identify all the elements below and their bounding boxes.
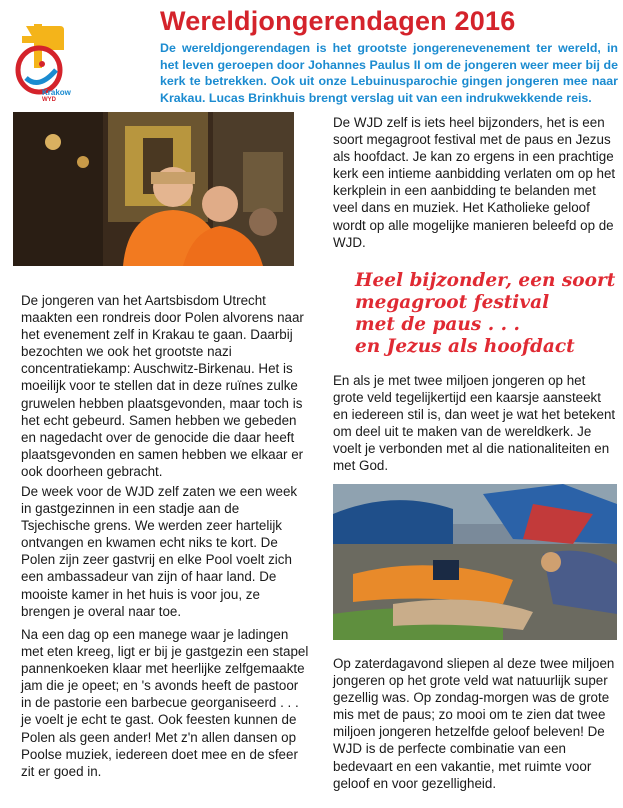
logo-brand: WYD xyxy=(42,97,56,102)
page-title: Wereldjongerendagen 2016 xyxy=(160,6,516,36)
right-paragraph-1: De WJD zelf is iets heel bijzonders, het is een soort megagroot festival met de paus en Jezus als hoofdact. Je kan zo ergens in een prachtige kerk een intieme aanbidding verlaten om op het kerkplein in een aanbidding te belanden met veel dans en muziek. Het Katholieke geloof wordt op alle mogelijke manieren beleefd op de WJD. xyxy=(333,115,616,250)
wyd-logo xyxy=(12,20,72,102)
right-paragraph-3: Op zaterdagavond sliepen al deze twee miljoen jongeren op het grote veld wat natuurlijk super gezellig was. Op zondag-morgen was de grote mis met de paus; zo mooi om te zien dat twee miljoen jongeren hetzelfde geloof beleven! De WJD is de perfecte combinatie van een bedevaart en een vakantie, met ruimte voor geloof en voor gezelligheid. xyxy=(333,656,615,791)
logo-city: Krakow xyxy=(42,88,71,97)
right-paragraph-2: En als je met twee miljoen jongeren op het grote veld tegelijkertijd een kaarsje aansteekt en iedereen stil is, dan weet je wat het betekent om deel uit te maken van de wereldkerk. Je voelt je verbonden met al die nationaliteiten en met God. xyxy=(333,373,616,474)
pull-quote-line: met de paus . . . xyxy=(355,314,520,335)
intro-paragraph: De wereldjongerendagen is het grootste jongerenevenement ter wereld, in het leven geroepen door Johannes Paulus II om de jongeren weer meer bij de kerk te betrekken. Ook uit onze Lebuinusparochie gingen jongeren mee naar Krakau. Lucas Brinkhuis brengt verslag uit van een indrukwekkende reis. xyxy=(160,41,618,105)
pull-quote xyxy=(355,270,617,358)
left-paragraph-1: De jongeren van het Aartsbisdom Utrecht maakten een rondreis door Polen alvorens naar het evenement zelf in Krakau te gaan. Daarbij bezochten we ook het grootste nazi concentratiekamp: Auschwitz-Birkenau. Het is moeilijk voor te stellen dat in deze ruïnes zulke gruwelen hebben plaatsgevonden, maar toch is het echt gebeurd. Samen hebben we gebeden en nagedacht over de genocide die daar heeft plaatsgevonden en samen hebben we elkaar er ook doorheen gebracht. xyxy=(21,293,304,479)
pull-quote-line: Heel bijzonder, een soort xyxy=(355,270,616,291)
field-photo xyxy=(333,484,617,640)
pull-quote-line: en Jezus als hoofdact xyxy=(355,336,575,357)
left-paragraph-3: Na een dag op een manege waar je ladingen met eten kreeg, ligt er bij je gastgezin een stapel pannenkoeken klaar met heerlijke zelfgemaakte jam die je opeet; en 's avonds heeft de pastoor in de pastorie een barbecue georganiseerd . . . je voelt je echt te gast. Ook feesten kunnen de Polen als geen ander! Met z'n allen dansen op Poolse muziek, iedereen doet mee en de sfeer zit er goed in. xyxy=(21,627,309,779)
church-photo xyxy=(13,112,294,266)
pull-quote-line: megagroot festival xyxy=(355,292,550,313)
left-paragraph-2: De week voor de WJD zelf zaten we een week in gastgezinnen in een stadje aan de Tsjechische grens. We werden zeer hartelijk ontvangen en kwamen echt niks te kort. De Polen zijn zeer gastvrij en elke Pool voelt zich een ambassadeur van zijn of haar land. De mooiste kamer in het huis is voor jou, ze brengen je overal naar toe. xyxy=(21,484,298,619)
